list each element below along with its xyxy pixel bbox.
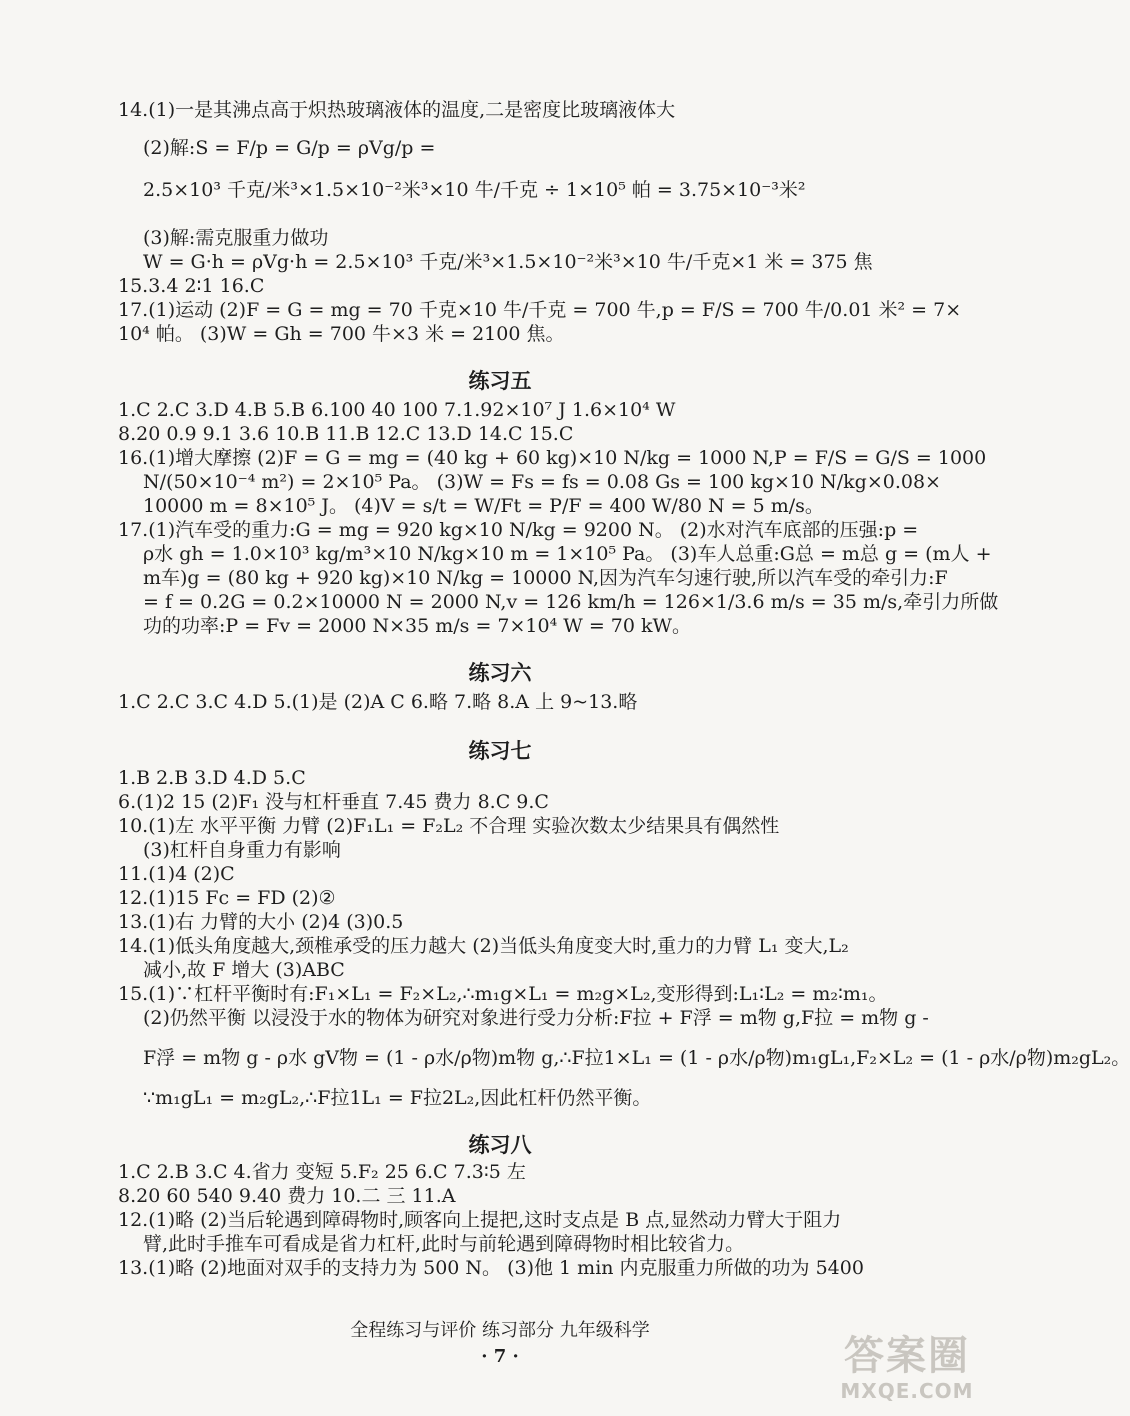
answer-line: 14.(1)低头角度越大,颈椎承受的压力越大 (2)当低头角度变大时,重力的力臂 L₁ 变大,L₂ (118, 935, 849, 957)
answer-line: 10⁴ 帕。 (3)W = Gh = 700 牛×3 米 = 2100 焦。 (118, 323, 565, 345)
answer-line: W = G·h = ρVg·h = 2.5×10³ 千克/米³×1.5×10⁻²米³×10 牛/千克×1 米 = 375 焦 (143, 251, 873, 273)
watermark-logo (832, 1332, 982, 1410)
watermark-text: 答案圈 (844, 1333, 970, 1379)
section-heading: 练习八 (468, 1133, 532, 1157)
answer-line: 1.C 2.B 3.C 4.省力 变短 5.F₂ 25 6.C 7.3∶5 左 (118, 1161, 526, 1183)
answer-line: 2.5×10³ 千克/米³×1.5×10⁻²米³×10 牛/千克 ÷ 1×10⁵ 帕 = 3.75×10⁻³米² (143, 179, 806, 201)
answer-line: 13.(1)略 (2)地面对双手的支持力为 500 N。 (3)他 1 min 内克服重力所做的功为 5400 (118, 1257, 864, 1279)
footer-title: 全程练习与评价 练习部分 九年级科学 (350, 1320, 650, 1341)
answer-line: 16.(1)增大摩擦 (2)F = G = mg = (40 kg + 60 kg)×10 N/kg = 1000 N,P = F/S = G/S = 1000 (118, 447, 987, 469)
answer-line: 臂,此时手推车可看成是省力杠杆,此时与前轮遇到障碍物时相比较省力。 (143, 1233, 745, 1255)
answer-line: 功的功率:P = Fv = 2000 N×35 m/s = 7×10⁴ W = 70 kW。 (143, 615, 692, 637)
answer-line: 6.(1)2 15 (2)F₁ 没与杠杆垂直 7.45 费力 8.C 9.C (118, 791, 549, 813)
answer-line: ρ水 gh = 1.0×10³ kg/m³×10 N/kg×10 m = 1×10⁵ Pa。 (3)车人总重:G总 = m总 g = (m人 + (143, 543, 992, 565)
answer-line: (3)解:需克服重力做功 (143, 227, 329, 249)
answer-line: 12.(1)略 (2)当后轮遇到障碍物时,顾客向上提把,这时支点是 B 点,显然动力臂大于阻力 (118, 1209, 842, 1231)
answer-line: 12.(1)15 Fc = FD (2)② (118, 887, 336, 909)
answer-line: ∵m₁gL₁ = m₂gL₂,∴F拉1L₁ = F拉2L₂,因此杠杆仍然平衡。 (143, 1087, 652, 1109)
answer-line: 14.(1)一是其沸点高于炽热玻璃液体的温度,二是密度比玻璃液体大 (118, 99, 676, 121)
answer-line: (3)杠杆自身重力有影响 (143, 839, 341, 861)
answer-line: 8.20 0.9 9.1 3.6 10.B 11.B 12.C 13.D 14.C 15.C (118, 423, 574, 445)
watermark-url: MXQE.COM (840, 1379, 974, 1403)
answer-line: 15.(1)∵杠杆平衡时有:F₁×L₁ = F₂×L₂,∴m₁g×L₁ = m₂g×L₂,变形得到:L₁∶L₂ = m₂∶m₁。 (118, 983, 888, 1005)
answer-line: 17.(1)运动 (2)F = G = mg = 70 千克×10 牛/千克 = 700 牛,p = F/S = 700 牛/0.01 米² = 7× (118, 299, 962, 321)
answer-line: 1.B 2.B 3.D 4.D 5.C (118, 767, 306, 789)
answer-line: = f = 0.2G = 0.2×10000 N = 2000 N,v = 126 km/h = 126×1/3.6 m/s = 35 m/s,牵引力所做 (143, 591, 999, 613)
answer-line: m车)g = (80 kg + 920 kg)×10 N/kg = 10000 N,因为汽车匀速行驶,所以汽车受的牵引力:F (143, 567, 948, 589)
answer-line: (2)解:S = F/p = G/p = ρVg/p = (143, 137, 436, 159)
answer-line: 15.3.4 2∶1 16.C (118, 275, 265, 297)
answer-line: N/(50×10⁻⁴ m²) = 2×10⁵ Pa。 (3)W = Fs = fs = 0.08 Gs = 100 kg×10 N/kg×0.08× (143, 471, 941, 493)
answer-line: F浮 = m物 g - ρ水 gV物 = (1 - ρ水/ρ物)m物 g,∴F拉1×L₁ = (1 - ρ水/ρ物)m₁gL₁,F₂×L₂ = (1 - ρ水/ρ物)m₂gL₂。 (143, 1047, 1130, 1069)
section-heading: 练习六 (468, 661, 532, 685)
answer-line: 10.(1)左 水平平衡 力臂 (2)F₁L₁ = F₂L₂ 不合理 实验次数太少结果具有偶然性 (118, 815, 780, 837)
answer-line: (2)仍然平衡 以浸没于水的物体为研究对象进行受力分析:F拉 + F浮 = m物 g,F拉 = m物 g - (143, 1007, 929, 1029)
section-heading: 练习七 (468, 739, 532, 763)
answer-line: 17.(1)汽车受的重力:G = mg = 920 kg×10 N/kg = 9200 N。 (2)水对汽车底部的压强:p = (118, 519, 919, 541)
answer-line: 1.C 2.C 3.D 4.B 5.B 6.100 40 100 7.1.92×10⁷ J 1.6×10⁴ W (118, 399, 676, 421)
answer-line: 13.(1)右 力臂的大小 (2)4 (3)0.5 (118, 911, 404, 933)
answer-line: 1.C 2.C 3.C 4.D 5.(1)是 (2)A C 6.略 7.略 8.A 上 9~13.略 (118, 691, 638, 713)
answer-line: 11.(1)4 (2)C (118, 863, 235, 885)
answer-line: 10000 m = 8×10⁵ J。 (4)V = s/t = W/Ft = P/F = 400 W/80 N = 5 m/s。 (143, 495, 824, 517)
answer-line: 8.20 60 540 9.40 费力 10.二 三 11.A (118, 1185, 456, 1207)
answer-line: 减小,故 F 增大 (3)ABC (143, 959, 345, 981)
page-number: · 7 · (481, 1346, 519, 1367)
section-heading: 练习五 (468, 369, 532, 393)
